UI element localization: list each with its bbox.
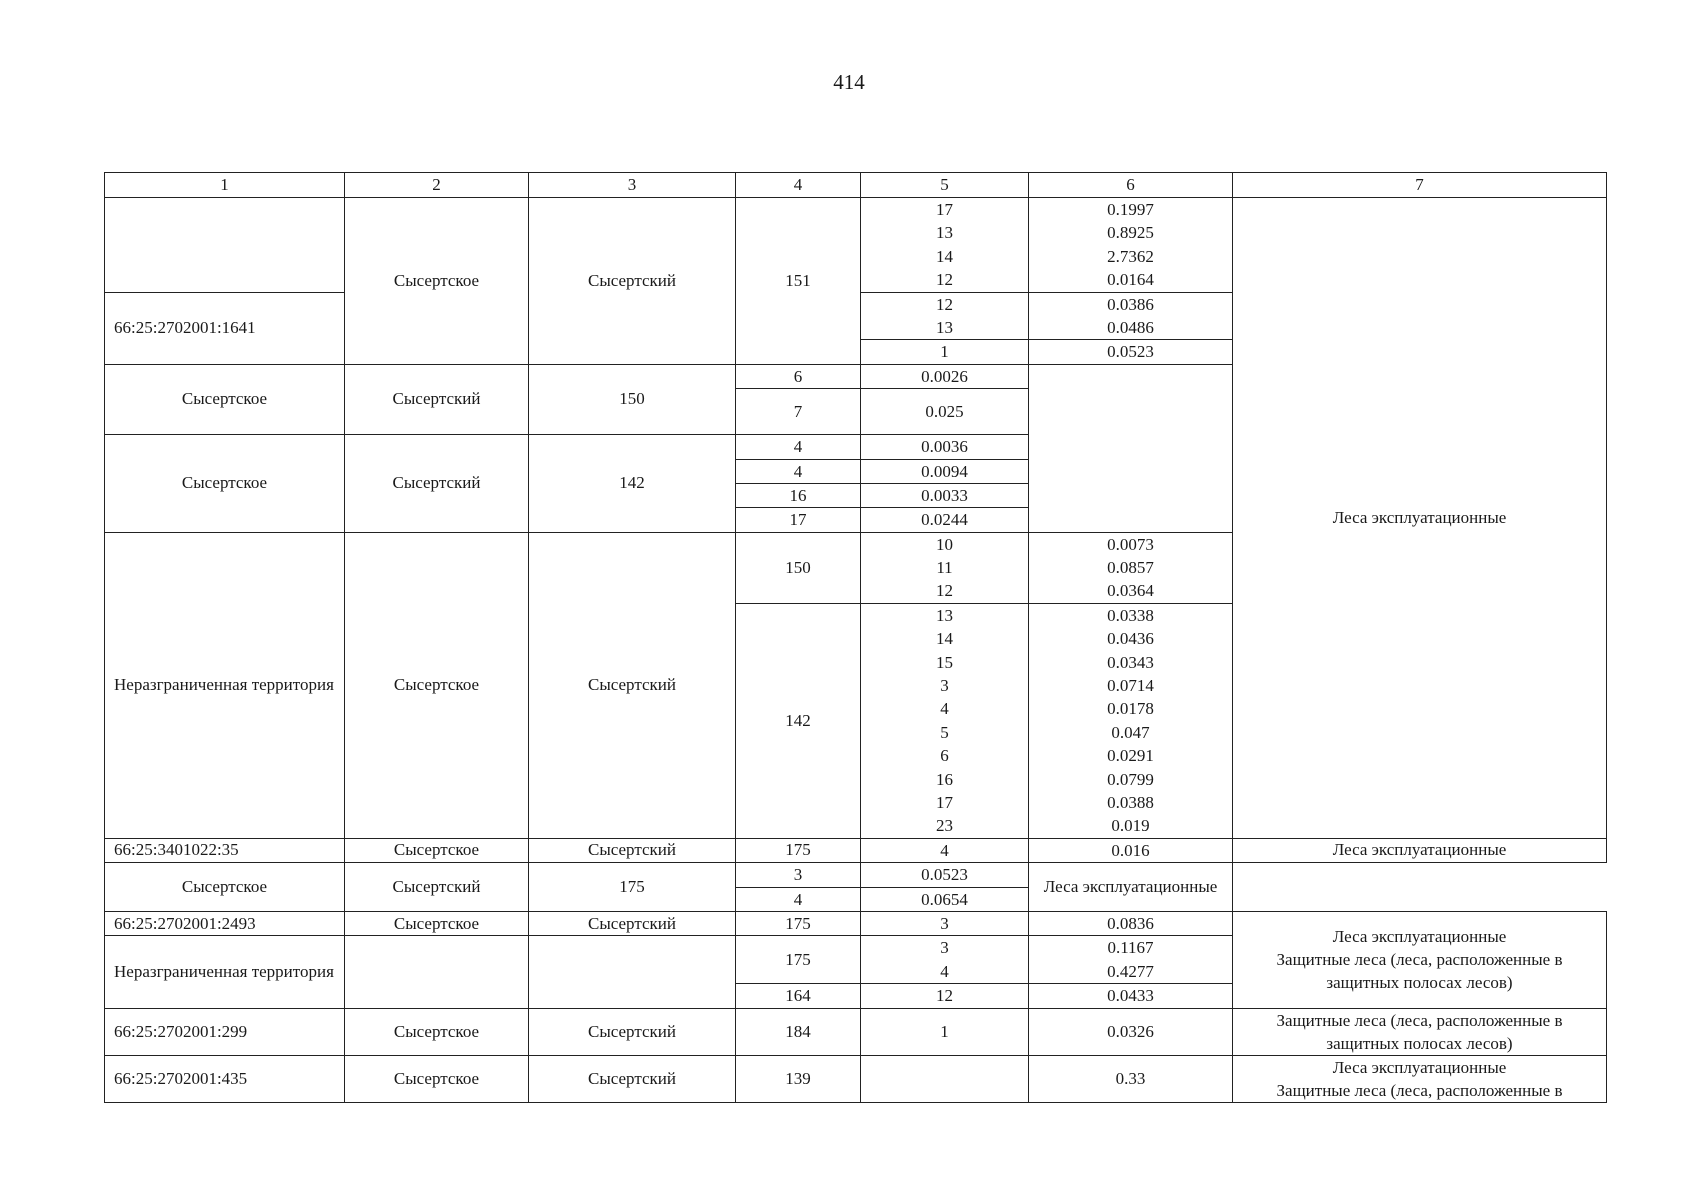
parcel-cell: 66:25:2702001:435 xyxy=(105,1055,345,1102)
column-header: 4 xyxy=(736,173,861,198)
area-value-cell xyxy=(1029,1008,1233,1055)
column-header: 5 xyxy=(861,173,1029,198)
municipality-cell: Сысертское xyxy=(105,863,345,912)
area-value: 0.0094 xyxy=(921,461,968,481)
area-value: 0.0857 xyxy=(1107,558,1154,578)
category-line: защитных полосах лесов) xyxy=(1326,973,1513,993)
section-number: 3 xyxy=(940,913,949,933)
section-number: 16 xyxy=(789,485,807,505)
area-value: 0.0291 xyxy=(1107,746,1154,766)
section-number: 1 xyxy=(940,1021,949,1041)
parcel-cell: Неразграниченная территория xyxy=(105,532,345,838)
parcel-cell: 66:25:2702001:2493 xyxy=(105,911,345,935)
column-header: 6 xyxy=(1029,173,1233,198)
section-number-cell xyxy=(736,364,861,388)
category-line: Защитные леса (леса, расположенные в xyxy=(1276,1080,1563,1100)
parcel-cell: 66:25:3401022:35 xyxy=(105,838,345,862)
forestry-cell: Сысертский xyxy=(529,911,736,935)
category-cell: Леса эксплуатационные xyxy=(1233,838,1607,862)
section-number: 13 xyxy=(936,317,953,337)
area-value-cell xyxy=(1029,292,1233,340)
category-cell: Леса эксплуатационные xyxy=(1233,198,1607,839)
section-number-cell xyxy=(861,532,1029,603)
column-header: 7 xyxy=(1233,173,1607,198)
section-number-cell xyxy=(736,508,861,532)
section-number: 15 xyxy=(936,652,953,672)
category-cell xyxy=(1233,911,1607,1008)
forestry-cell: Сысертский xyxy=(345,364,529,434)
section-number: 12 xyxy=(936,270,953,290)
area-value: 0.016 xyxy=(1111,840,1150,860)
category-line: защитных полосах лесов) xyxy=(1326,1033,1513,1053)
area-value: 0.0654 xyxy=(921,889,968,909)
section-number: 16 xyxy=(936,769,953,789)
section-number: 4 xyxy=(793,889,803,909)
category-cell: Леса эксплуатационные xyxy=(1029,863,1233,912)
forestry-cell: Сысертский xyxy=(529,1055,736,1102)
area-value: 0.0338 xyxy=(1107,605,1154,625)
area-value-cell xyxy=(861,389,1029,435)
area-value: 0.33 xyxy=(1115,1068,1146,1088)
forest-parcels-table xyxy=(104,172,1607,1103)
area-value: 0.0178 xyxy=(1107,699,1154,719)
area-value-cell xyxy=(1029,198,1233,293)
section-number: 12 xyxy=(936,581,953,601)
section-number: 7 xyxy=(793,401,803,421)
area-value: 0.0388 xyxy=(1107,792,1154,812)
section-number: 17 xyxy=(789,510,807,530)
section-number: 6 xyxy=(940,746,949,766)
section-number-cell xyxy=(861,198,1029,293)
area-value-cell xyxy=(861,887,1029,911)
area-value: 0.0523 xyxy=(921,865,968,885)
section-number: 12 xyxy=(936,986,953,1006)
section-number: 13 xyxy=(936,223,953,243)
section-number-cell xyxy=(736,435,861,459)
table-row xyxy=(105,863,1607,887)
municipality-cell: Сысертское xyxy=(345,911,529,935)
area-value-cell xyxy=(1029,936,1233,984)
area-value-cell xyxy=(1029,838,1233,862)
section-number: 10 xyxy=(936,534,953,554)
area-value: 0.0714 xyxy=(1107,676,1154,696)
quarter-cell: 142 xyxy=(529,435,736,533)
area-value-cell xyxy=(861,483,1029,507)
area-value-cell xyxy=(861,435,1029,459)
municipality-cell xyxy=(345,936,529,1008)
forestry-cell: Сысертский xyxy=(529,198,736,365)
section-number: 17 xyxy=(936,200,953,219)
municipality-cell: Сысертское xyxy=(345,1008,529,1055)
section-number-cell xyxy=(736,887,861,911)
area-value: 0.0073 xyxy=(1107,534,1154,554)
area-value: 0.1997 xyxy=(1107,200,1154,219)
section-number-cell xyxy=(861,936,1029,984)
category-line: Защитные леса (леса, расположенные в xyxy=(1276,950,1563,970)
table-row xyxy=(105,1055,1607,1102)
quarter-cell: 175 xyxy=(736,936,861,984)
quarter-cell: 151 xyxy=(736,198,861,365)
section-number: 5 xyxy=(940,722,949,742)
quarter-cell: 175 xyxy=(736,838,861,862)
section-number: 1 xyxy=(940,342,949,362)
section-number: 23 xyxy=(936,816,953,836)
area-value: 0.0026 xyxy=(921,366,968,386)
area-value: 0.0036 xyxy=(921,437,968,457)
table-row xyxy=(105,838,1607,862)
section-number-cell xyxy=(736,459,861,483)
section-number: 4 xyxy=(940,699,949,719)
municipality-cell: Сысертское xyxy=(105,435,345,533)
parcel-cell: 66:25:2702001:1641 xyxy=(105,292,345,364)
category-line: Леса эксплуатационные xyxy=(1332,927,1507,947)
municipality-cell: Сысертское xyxy=(345,838,529,862)
section-number: 14 xyxy=(936,246,953,266)
area-value: 0.8925 xyxy=(1107,223,1154,243)
area-value: 0.0164 xyxy=(1107,270,1154,290)
section-number: 4 xyxy=(940,961,949,981)
area-value: 0.047 xyxy=(1111,722,1150,742)
section-number: 17 xyxy=(936,792,953,812)
section-number: 4 xyxy=(940,840,949,860)
municipality-cell: Сысертское xyxy=(345,532,529,838)
section-number: 11 xyxy=(936,558,953,578)
municipality-cell: Сысертское xyxy=(345,1055,529,1102)
section-number: 14 xyxy=(936,629,953,649)
area-value: 0.0244 xyxy=(921,510,968,530)
quarter-cell: 150 xyxy=(529,364,736,434)
area-value-cell xyxy=(1029,984,1233,1008)
section-number-cell xyxy=(861,292,1029,340)
area-value: 0.0523 xyxy=(1107,342,1154,362)
area-value-cell xyxy=(861,459,1029,483)
area-value: 2.7362 xyxy=(1107,246,1154,266)
table-row xyxy=(105,198,1607,293)
area-value: 0.0436 xyxy=(1107,629,1154,649)
parcel-cell xyxy=(105,198,345,293)
forestry-cell: Сысертский xyxy=(345,863,529,912)
quarter-cell: 142 xyxy=(736,603,861,838)
section-number-cell xyxy=(861,1055,1029,1102)
area-value: 0.4277 xyxy=(1107,961,1154,981)
forestry-cell: Сысертский xyxy=(529,1008,736,1055)
section-number: 4 xyxy=(793,437,803,457)
column-header: 3 xyxy=(529,173,736,198)
section-number: 4 xyxy=(793,461,803,481)
area-value: 0.019 xyxy=(1111,816,1150,836)
section-number-cell xyxy=(861,911,1029,935)
category-line: Леса эксплуатационные xyxy=(1332,1057,1507,1077)
section-number-cell xyxy=(736,389,861,435)
area-value: 0.0433 xyxy=(1107,986,1154,1006)
page-number: 414 xyxy=(833,70,865,94)
municipality-cell: Сысертское xyxy=(105,364,345,434)
quarter-cell: 175 xyxy=(529,863,736,912)
section-number-cell xyxy=(861,340,1029,364)
column-header: 1 xyxy=(105,173,345,198)
area-value: 0.0799 xyxy=(1107,769,1154,789)
table-row xyxy=(105,911,1607,935)
forestry-cell: Сысертский xyxy=(529,532,736,838)
category-cell xyxy=(1233,1055,1607,1102)
section-number: 12 xyxy=(936,294,953,314)
area-value: 0.0836 xyxy=(1107,913,1154,933)
category-cell xyxy=(1233,1008,1607,1055)
section-number-cell xyxy=(861,838,1029,862)
forestry-cell: Сысертский xyxy=(345,435,529,533)
section-number: 3 xyxy=(940,938,949,958)
area-value: 0.0343 xyxy=(1107,652,1154,672)
area-value-cell xyxy=(1029,340,1233,364)
area-value-cell xyxy=(861,508,1029,532)
column-header: 2 xyxy=(345,173,529,198)
parcel-cell: Неразграниченная территория xyxy=(105,936,345,1008)
area-value: 0.0386 xyxy=(1107,294,1154,314)
area-value-cell xyxy=(1029,1055,1233,1102)
forestry-cell xyxy=(529,936,736,1008)
section-number-cell xyxy=(736,863,861,887)
area-value-cell xyxy=(1029,532,1233,603)
quarter-cell: 150 xyxy=(736,532,861,603)
parcel-cell: 66:25:2702001:299 xyxy=(105,1008,345,1055)
area-value-cell xyxy=(861,364,1029,388)
area-value: 0.025 xyxy=(925,401,964,421)
quarter-cell: 139 xyxy=(736,1055,861,1102)
municipality-cell: Сысертское xyxy=(345,198,529,365)
area-value: 0.0364 xyxy=(1107,581,1154,601)
quarter-cell: 184 xyxy=(736,1008,861,1055)
area-value-cell xyxy=(1029,911,1233,935)
header-row xyxy=(105,173,1607,198)
table-row xyxy=(105,1008,1607,1055)
section-number: 6 xyxy=(793,366,803,386)
section-number-cell xyxy=(861,1008,1029,1055)
category-line: Защитные леса (леса, расположенные в xyxy=(1276,1010,1563,1030)
section-number: 3 xyxy=(940,676,949,696)
section-number-cell xyxy=(736,483,861,507)
section-number-cell xyxy=(861,984,1029,1008)
area-value-cell xyxy=(1029,603,1233,838)
area-value: 0.1167 xyxy=(1107,938,1154,958)
section-number: 3 xyxy=(793,865,803,885)
quarter-cell: 175 xyxy=(736,911,861,935)
area-value: 0.0486 xyxy=(1107,317,1154,337)
area-value-cell xyxy=(861,863,1029,887)
quarter-cell: 164 xyxy=(736,984,861,1008)
forestry-cell: Сысертский xyxy=(529,838,736,862)
section-number-cell xyxy=(861,603,1029,838)
area-value: 0.0033 xyxy=(921,485,968,505)
area-value: 0.0326 xyxy=(1107,1021,1154,1041)
section-number: 13 xyxy=(936,605,953,625)
